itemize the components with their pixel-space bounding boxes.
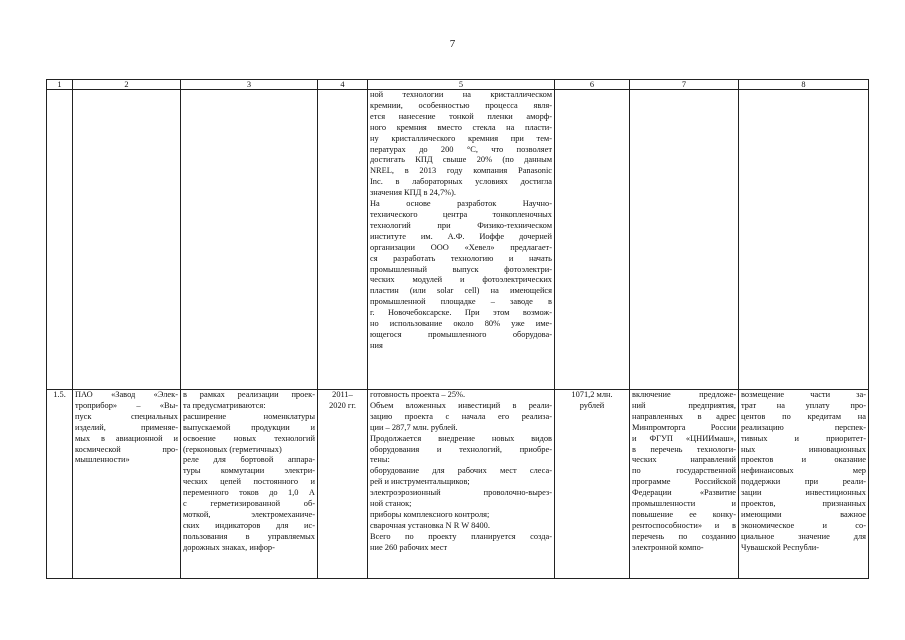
text-line: зации инвестиционных (741, 488, 866, 498)
text-line: ющегося промышленного оборудова- (370, 329, 552, 339)
text-line: выпускаемой продукции и (183, 422, 315, 432)
text-line: туры коммутации электри- (183, 466, 315, 476)
text-line: тивных и приоритет- (741, 433, 866, 443)
text-line: Всего по проекту планируется созда- (370, 531, 552, 541)
text-line: Чувашской Республи- (741, 542, 820, 552)
text-line: ния (370, 340, 383, 350)
row-number: 1.5. (47, 390, 73, 579)
text-line: с герметизированной об- (183, 499, 315, 509)
text-line: имеющими важное (741, 509, 866, 519)
text-line: технологий при Физико-техническом (370, 220, 552, 230)
text-line: та предусматриваются: (183, 400, 266, 410)
text-line: и ФГУП «ЦНИИмаш», (632, 433, 736, 443)
text-line: в перечень технологи- (632, 444, 736, 454)
text-line: промышленности и (632, 499, 736, 509)
text-line: NREL, в 2013 году компания Panasonic (370, 166, 552, 176)
text-line: технического центра тонкопленочных (370, 209, 552, 219)
cont-cell-5 (368, 90, 555, 390)
text-line: ного кремния вместо стекла на пласти- (370, 122, 552, 132)
text-line: трат на уплату про- (741, 400, 866, 410)
text-line: ПАО «Завод «Элек- (75, 390, 178, 399)
projects-table (46, 79, 869, 579)
text-line: но использование около 80% уже име- (370, 319, 552, 329)
cont-cell-3 (181, 90, 318, 390)
text-line: ческих цепей постоянного и (183, 477, 315, 487)
project-description (183, 390, 315, 554)
text-line: поддержки при реали- (741, 477, 866, 487)
text-line: возмещение части за- (741, 390, 866, 399)
project-period (320, 390, 365, 412)
project-description-cell (181, 390, 318, 579)
text-line: экономическое и со- (741, 520, 866, 530)
text-line: центов по кредитам на (741, 411, 866, 421)
text-line: ции – 287,7 млн. рублей. (370, 422, 458, 432)
text-line: г. Новочебоксарске. При этом возмож- (370, 308, 552, 318)
text-line: значения КПД в 24,7%). (370, 188, 457, 198)
text-line: направленных в адрес (632, 411, 736, 421)
text-line: пользования в управляемых (183, 531, 315, 541)
text-line: ных инновационных (741, 444, 866, 454)
cont-text-5 (370, 90, 552, 352)
text-line: освоение новых технологий (183, 433, 315, 443)
text-line: кремнии, особенностью процесса явля- (370, 100, 552, 110)
text-line: изделий, применяе- (75, 422, 178, 432)
text-line: ной технологии на кристаллическом (370, 90, 552, 99)
text-line: промышленной площадке – заводе в (370, 297, 552, 307)
project-status (370, 390, 552, 554)
text-line: реализацию перспек- (741, 422, 866, 432)
text-line: 2020 гг. (329, 400, 356, 410)
state-support-cell (739, 390, 869, 579)
cont-cell-4 (318, 90, 368, 390)
project-name-cell (73, 390, 181, 579)
text-line: ся разработать технологию и начать (370, 253, 552, 263)
text-line: электронной компо- (632, 542, 704, 552)
header-cell-8: 8 (739, 80, 869, 90)
text-line: ческих направлений (632, 455, 736, 465)
text-line: ется нанесение тонкой пленки аморф- (370, 111, 552, 121)
text-line: перечень по созданию (632, 531, 736, 541)
page-number: 7 (449, 38, 456, 50)
text-line: дорожных знаках, инфор- (183, 542, 275, 552)
text-line: проектов и оказание (741, 455, 866, 465)
text-line: Inc. в лабораторных условиях достигла (370, 177, 552, 187)
header-cell-4: 4 (318, 80, 368, 90)
text-line: тены: (370, 455, 390, 465)
text-line: ских индикаторов для ис- (183, 520, 315, 530)
text-line: троприбор» – «Вы- (75, 400, 178, 410)
investment-amount (557, 390, 627, 412)
text-line: достигать КПД свыше 20% (по данным (370, 155, 552, 165)
text-line: приборы комплексного контроля; (370, 509, 490, 519)
header-cell-1: 1 (47, 80, 73, 90)
header-cell-3: 3 (181, 80, 318, 90)
text-line: повышение ее конку- (632, 509, 736, 519)
text-line: проектов, признанных (741, 499, 866, 509)
header-cell-7: 7 (630, 80, 739, 90)
text-line: зацию проекта с начала его реализа- (370, 411, 552, 421)
text-line: циальное значение для (741, 531, 866, 541)
text-line: переменного токов до 1,0 А (183, 488, 315, 498)
text-line: На основе разработок Научно- (370, 199, 552, 209)
text-line: рентоспособности» и в (632, 520, 736, 530)
state-support (741, 390, 866, 554)
text-line: пуск специальных (75, 411, 178, 421)
project-row-1-5 (47, 390, 869, 579)
continuation-row (47, 90, 869, 390)
text-line: нефинансовых мер (741, 466, 866, 476)
text-line: моткой, электромеханиче- (183, 509, 315, 519)
text-line: по государственной (632, 466, 736, 476)
text-line: включение предложе- (632, 390, 736, 399)
text-line: пластин (или solar cell) на имеющейся (370, 286, 552, 296)
text-line: в рамках реализации проек- (183, 390, 315, 399)
text-line: готовность проекта – 25%. (370, 390, 466, 399)
text-line: рублей (579, 400, 605, 410)
header-row (47, 80, 869, 90)
text-line: реле для бортовой аппара- (183, 455, 315, 465)
cont-cell-6 (555, 90, 630, 390)
text-line: электроэрозионный проволочно-вырез- (370, 488, 552, 498)
text-line: программе Российской (632, 477, 736, 487)
text-line: ческих модулей и фотоэлектрических (370, 275, 552, 285)
text-line: Минпромторга России (632, 422, 736, 432)
text-line: рей и инструментальщиков; (370, 477, 470, 487)
text-line: космической про- (75, 444, 178, 454)
text-line: Объем вложенных инвестиций в реали- (370, 400, 552, 410)
cont-cell-2 (73, 90, 181, 390)
text-line: мых в авиационной и (75, 433, 178, 443)
text-line: Продолжается внедрение новых видов (370, 433, 552, 443)
text-line: (герконовых (герметичных) (183, 444, 282, 454)
project-name (75, 390, 178, 466)
text-line: оборудование для рабочих мест слеса- (370, 466, 552, 476)
text-line: сварочная установка N R W 8400. (370, 520, 490, 530)
text-line: Федерации «Развитие (632, 488, 736, 498)
text-line: институте им. А.Ф. Иоффе дочерней (370, 231, 552, 241)
text-line: ну кристаллического кремния при тем- (370, 133, 552, 143)
header-cell-2: 2 (73, 80, 181, 90)
header-cell-6: 6 (555, 80, 630, 90)
text-line: мышленности» (75, 455, 130, 465)
text-line: промышленный выпуск фотоэлектри- (370, 264, 552, 274)
investment-cell (555, 390, 630, 579)
text-line: расширение номенклатуры (183, 411, 315, 421)
text-line: ний предприятия, (632, 400, 736, 410)
cont-cell-8 (739, 90, 869, 390)
period-cell (318, 390, 368, 579)
text-line: организации ООО «Хевел» предлагает- (370, 242, 552, 252)
status-cell (368, 390, 555, 579)
header-cell-5: 5 (368, 80, 555, 90)
text-line: 1071,2 млн. (571, 390, 613, 399)
support-measures (632, 390, 736, 554)
cont-cell-7 (630, 90, 739, 390)
text-line: 2011– (332, 390, 353, 399)
text-line: ной станок; (370, 499, 412, 509)
text-line: оборудования и технологий, приобре- (370, 444, 552, 454)
text-line: ние 260 рабочих мест (370, 542, 448, 552)
text-line: пературах до 200 °С, что позволяет (370, 144, 552, 154)
cont-cell-1 (47, 90, 73, 390)
support-cell (630, 390, 739, 579)
